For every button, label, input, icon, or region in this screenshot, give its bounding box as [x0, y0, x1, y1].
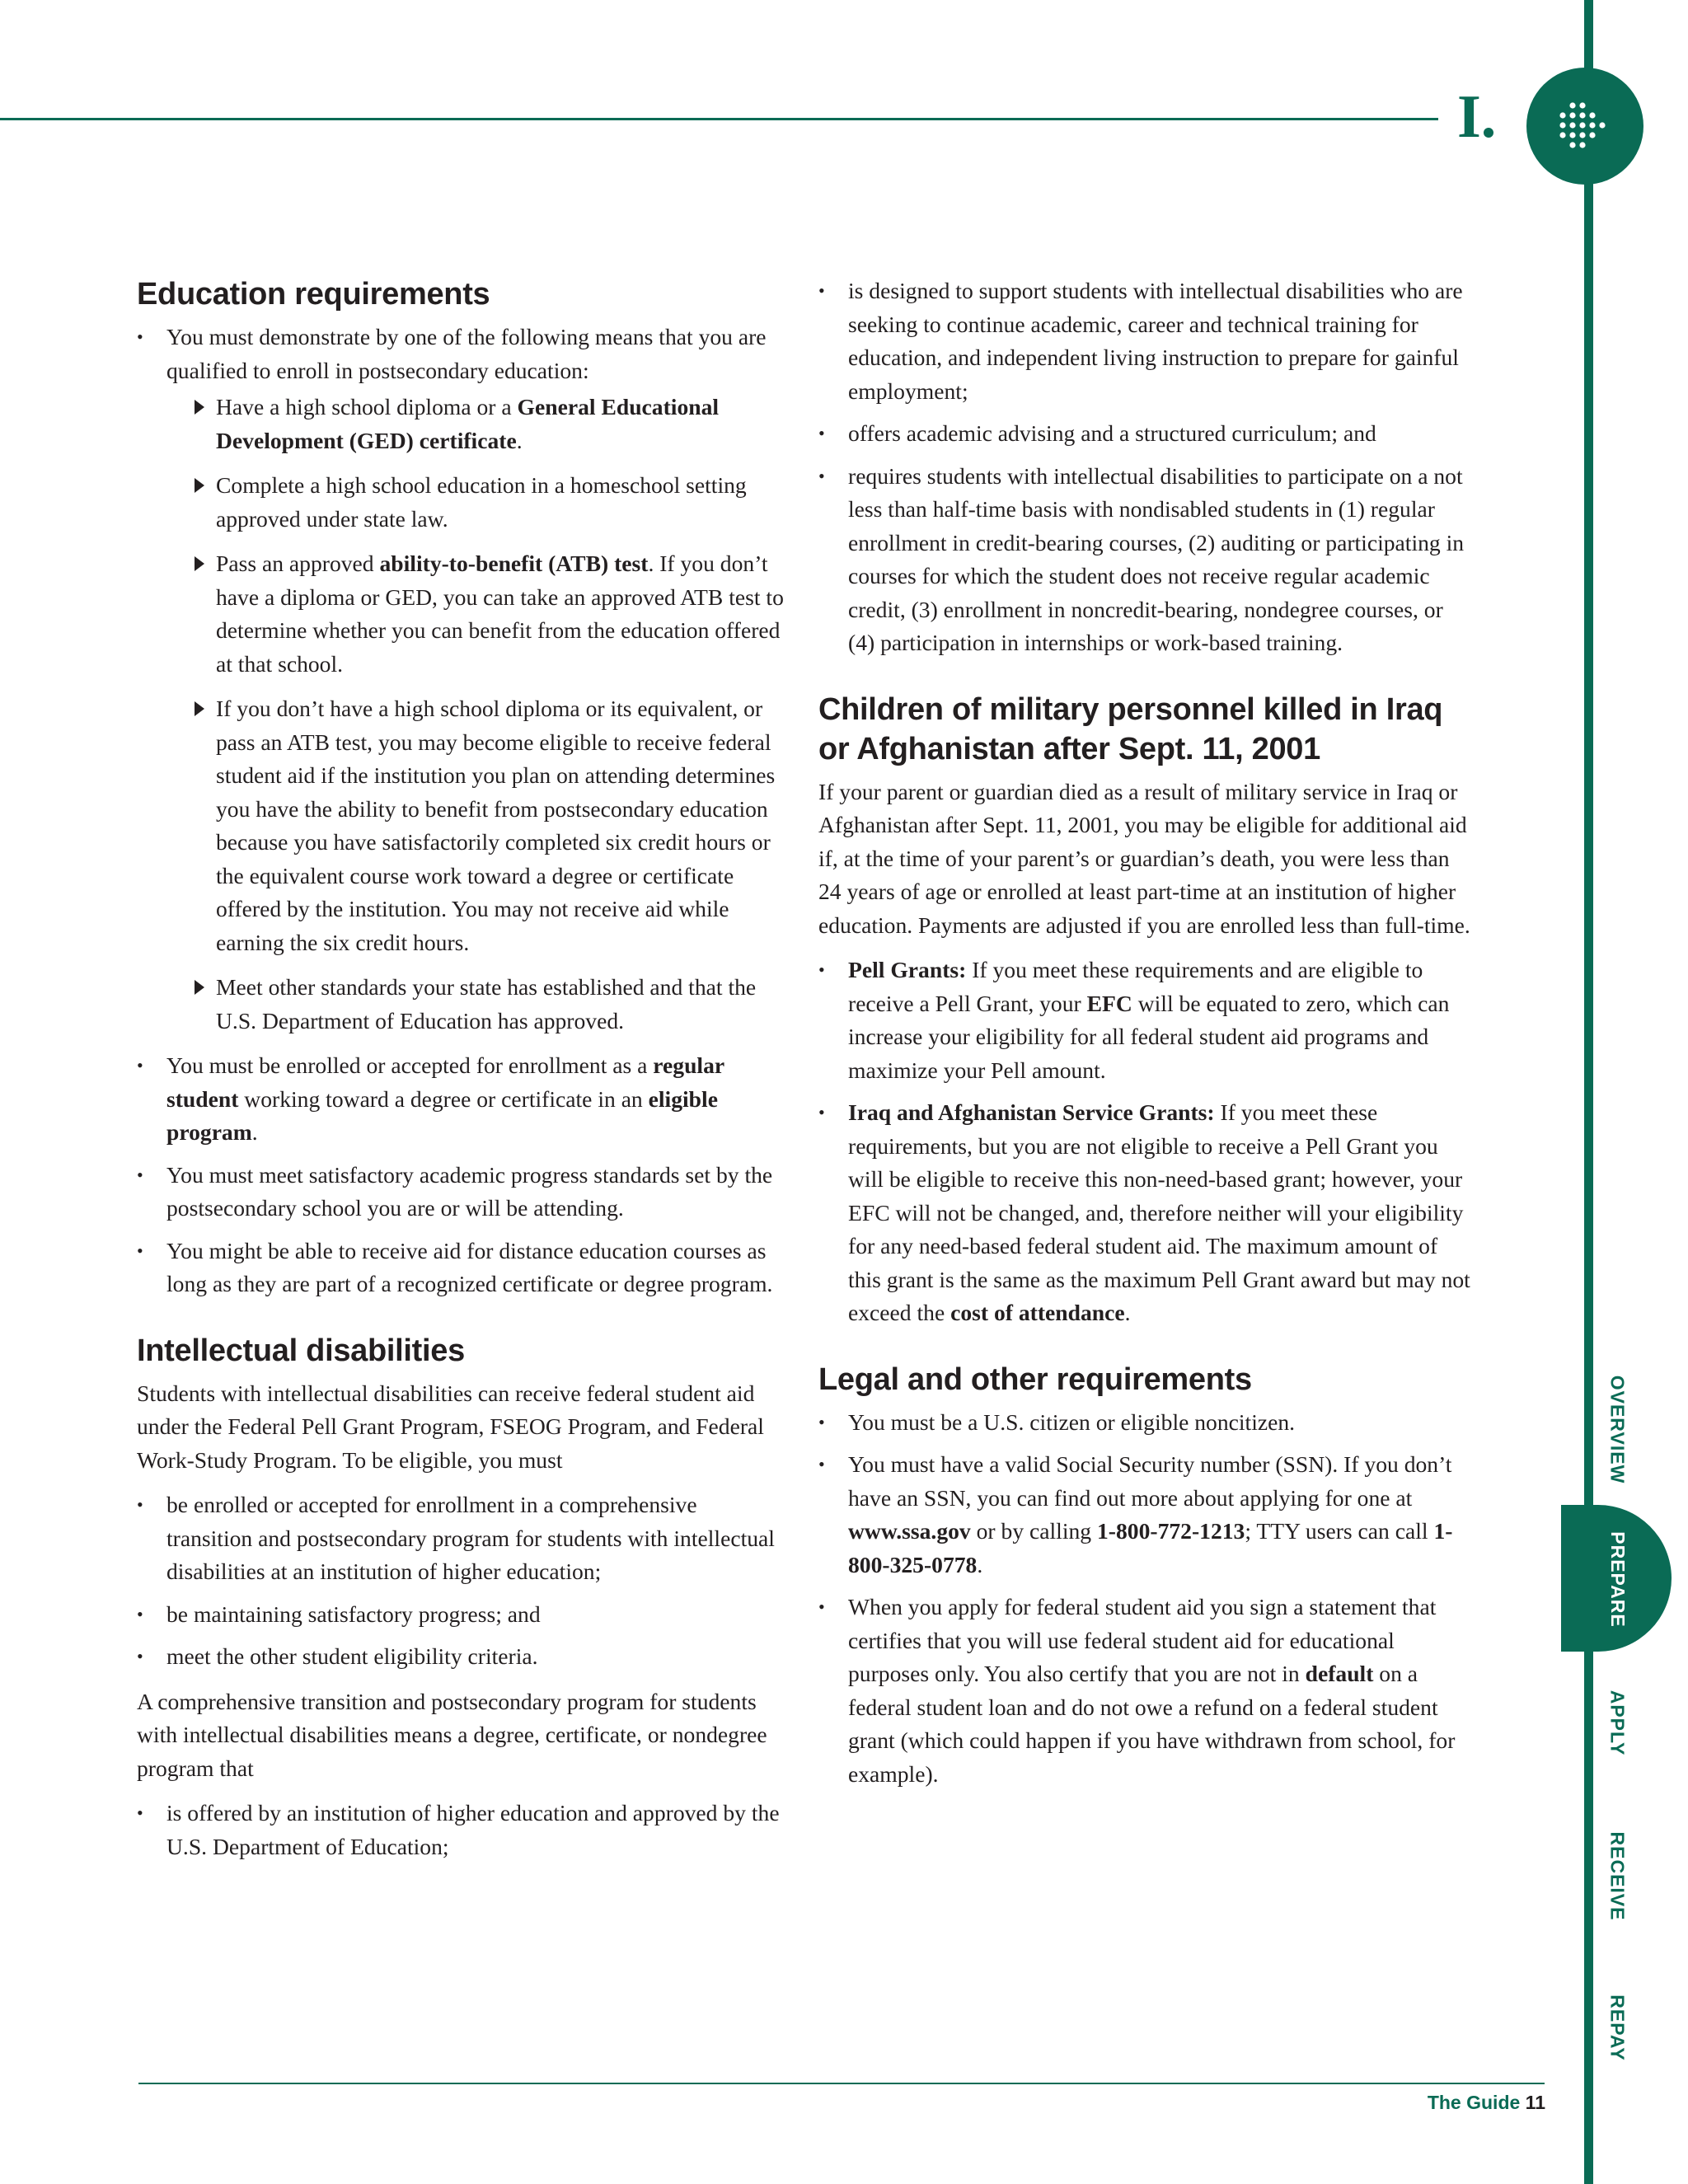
pell-grants-term: Pell Grants: — [848, 957, 967, 982]
text: You must meet satisfactory academic progress standards set by the postsecondary school you are or will be attending. — [166, 1161, 773, 1221]
text: . — [977, 1551, 983, 1577]
text: You must be enrolled or accepted for enrollment as a — [166, 1052, 654, 1078]
list-item — [137, 1598, 788, 1632]
text: . — [251, 1119, 258, 1145]
tab-repay[interactable] — [1591, 1961, 1643, 2093]
regular-student-term: regular student — [166, 1052, 724, 1112]
qualification-list — [166, 391, 788, 1038]
tab-apply-label: APPLY — [1606, 1690, 1629, 1755]
logo-dot — [1599, 122, 1605, 128]
text: or by calling — [970, 1518, 1097, 1544]
military-intro: If your parent or guardian died as a result of military service in Iraq or Afghanistan after Sept. 11, 2001, you may be eligible for additional aid if, at the time of your parent’s or guardian’s death, you were less than 24 years of age or enrolled at least part-time at an institution of higher education. Payments are adjusted if you are enrolled less than full-time. — [818, 778, 1470, 938]
text: When you apply for federal student aid you sign a statement that certifies that you will use federal student aid for educational purposes only. You also certify that you are not in — [848, 1594, 1437, 1686]
text: is designed to support students with intellectual disabilities who are seeking to continue academic, career and technical training for education, and independent living instruction to prepare for gainful employment; — [848, 278, 1463, 404]
program-list-continued — [818, 274, 1474, 660]
list-item — [137, 1488, 788, 1589]
list-item — [137, 1159, 788, 1226]
page-number: 11 — [1525, 2092, 1545, 2113]
tab-apply[interactable] — [1591, 1657, 1643, 1788]
logo-dot — [1579, 102, 1585, 108]
logo-dot — [1559, 122, 1565, 128]
text: If you meet these requirements and are eligible to receive a Pell Grant, your — [848, 957, 1423, 1016]
list-item — [818, 1406, 1474, 1440]
text: Meet other standards your state has established and that the U.S. Department of Education has approved. — [216, 974, 757, 1033]
text: If you don’t have a high school diploma or its equivalent, or pass an ATB test, you may become eligible to receive federal student aid if the institution you plan on attending determines you have the ability to benefit from postsecondary education because you have satisfactorily completed six credit hours or the equivalent course work toward a degree or certificate offered by the institution. You may not receive aid while earning the six credit hours. — [216, 696, 776, 955]
logo-dot — [1569, 142, 1575, 148]
list-item — [818, 274, 1474, 408]
list-item — [137, 1235, 788, 1301]
military-list — [818, 954, 1474, 1330]
efc-term: EFC — [1086, 990, 1132, 1016]
text: . — [1124, 1300, 1131, 1325]
list-item — [166, 692, 788, 959]
header-rule — [0, 118, 1438, 120]
education-list — [137, 321, 788, 1301]
left-column — [137, 274, 788, 1875]
list-item — [818, 1448, 1474, 1582]
tab-receive[interactable] — [1591, 1810, 1643, 1942]
logo-dot — [1569, 132, 1575, 138]
military-heading: Children of military personnel killed in Iraq or Afghanistan after Sept. 11, 2001 — [818, 691, 1443, 766]
text: meet the other student eligibility criteria. — [166, 1643, 538, 1669]
list-item — [166, 469, 788, 536]
text: If you meet these requirements, but you are not eligible to receive a Pell Grant you will be eligible to receive this non-need-based grant; however, your EFC will not be changed, and, therefore neither will your eligibility for any need-based federal student aid. The maximum amount of this grant is the same as the maximum Pell Grant award but may not exceed the — [848, 1099, 1470, 1325]
logo-dot — [1589, 122, 1595, 128]
text: on a federal student loan and do not owe a refund on a federal student grant (which could happen if you have withdrawn from school, for example). — [848, 1661, 1456, 1787]
text: You must have a valid Social Security number (SSN). If you don’t have an SSN, you can find out more about applying for one at — [848, 1451, 1452, 1511]
service-grants-term: Iraq and Afghanistan Service Grants: — [848, 1099, 1215, 1125]
legal-heading: Legal and other requirements — [818, 1361, 1252, 1397]
logo-dot — [1559, 112, 1565, 118]
intellectual-intro: Students with intellectual disabilities can receive federal student aid under the Federal Pell Grant Program, FSEOG Program, and Federal Work-Study Program. To be eligible, you must — [137, 1380, 764, 1473]
logo-dot — [1579, 142, 1585, 148]
tab-overview[interactable] — [1591, 1363, 1643, 1495]
list-item — [818, 954, 1474, 1087]
tab-repay-label: REPAY — [1606, 1994, 1629, 2061]
text: You must be a U.S. citizen or eligible noncitizen. — [848, 1408, 1296, 1435]
program-list — [137, 1797, 788, 1863]
list-item — [818, 1591, 1474, 1791]
logo-dot — [1579, 112, 1585, 118]
text: is offered by an institution of higher education and approved by the U.S. Department of Education; — [166, 1800, 780, 1859]
text: be maintaining satisfactory progress; and — [166, 1601, 541, 1627]
right-column — [818, 274, 1474, 1802]
dot-grid-logo-icon — [1526, 68, 1643, 185]
text: . If you don’t have a diploma or GED, you can take an approved ATB test to determine whether you can benefit from the education offered at that school. — [216, 551, 784, 677]
default-term: default — [1305, 1661, 1374, 1686]
education-b1: You must demonstrate by one of the following means that you are qualified to enroll in postsecondary education: — [166, 324, 767, 383]
list-item — [166, 547, 788, 681]
text: Have a high school diploma or a — [216, 394, 518, 419]
education-heading: Education requirements — [137, 277, 490, 312]
tab-prepare[interactable] — [1591, 1513, 1643, 1645]
logo-dot — [1559, 132, 1565, 138]
ssa-phone: 1-800-772-1213 — [1097, 1518, 1245, 1544]
section-numeral: I. — [1457, 83, 1497, 151]
logo-dot — [1569, 122, 1575, 128]
footer-rule — [138, 2083, 1545, 2084]
logo-dot — [1579, 132, 1585, 138]
ged-term: General Educational Development (GED) certificate — [216, 394, 720, 453]
text: . — [516, 427, 523, 453]
footer-guide-label: The Guide — [1427, 2092, 1521, 2113]
text: You might be able to receive aid for distance education courses as long as they are part of a recognized certificate or degree program. — [166, 1237, 773, 1296]
intellectual-heading: Intellectual disabilities — [137, 1333, 465, 1368]
text: be enrolled or accepted for enrollment in a comprehensive transition and postsecondary program for students with intellectual disabilities at an institution of higher education; — [166, 1492, 775, 1584]
intellectual-list — [137, 1488, 788, 1674]
list-item — [166, 971, 788, 1038]
tab-prepare-label: PREPARE — [1606, 1530, 1629, 1628]
list-item — [166, 391, 788, 457]
program-definition: A comprehensive transition and postsecondary program for students with intellectual disabilities means a degree, certificate, or nondegree program that — [137, 1688, 767, 1781]
list-item — [137, 1640, 788, 1674]
tty-phone: 1-800-325-0778 — [848, 1518, 1453, 1577]
legal-list — [818, 1406, 1474, 1792]
list-item — [818, 417, 1474, 451]
list-item — [137, 1797, 788, 1863]
ssa-website: www.ssa.gov — [848, 1518, 971, 1544]
list-item — [818, 1096, 1474, 1330]
text: ; TTY users can call — [1245, 1518, 1434, 1544]
logo-dot — [1589, 132, 1595, 138]
logo-dot — [1569, 102, 1575, 108]
text: working toward a degree or certificate in an — [238, 1085, 649, 1112]
logo-dot — [1579, 122, 1585, 128]
tab-receive-label: RECEIVE — [1606, 1831, 1629, 1920]
tab-overview-label: OVERVIEW — [1606, 1375, 1629, 1483]
text: requires students with intellectual disabilities to participate on a not less than half-time basis with nondisabled students in (1) regular enrollment in credit-bearing courses, (2) auditing or participating in courses for which the student does not receive regular academic credit, (3) enrollment in noncredit-bearing, nondegree courses, or (4) participation in internships or work-based training. — [848, 462, 1465, 655]
cost-of-attendance-term: cost of attendance — [950, 1300, 1125, 1325]
eligible-program-term: eligible program — [166, 1085, 718, 1145]
list-item — [818, 460, 1474, 660]
atb-term: ability-to-benefit (ATB) test — [379, 551, 649, 576]
text: offers academic advising and a structured curriculum; and — [848, 420, 1376, 446]
list-item — [137, 1049, 788, 1150]
footer — [1401, 2092, 1545, 2114]
text: Pass an approved — [216, 551, 380, 576]
logo-dot — [1569, 112, 1575, 118]
logo-dot — [1589, 112, 1595, 118]
list-item — [137, 321, 788, 1038]
text: will be equated to zero, which can increase your eligibility for all federal student aid programs and maximize your Pell amount. — [848, 990, 1450, 1083]
text: Complete a high school education in a homeschool setting approved under state law. — [216, 472, 747, 532]
